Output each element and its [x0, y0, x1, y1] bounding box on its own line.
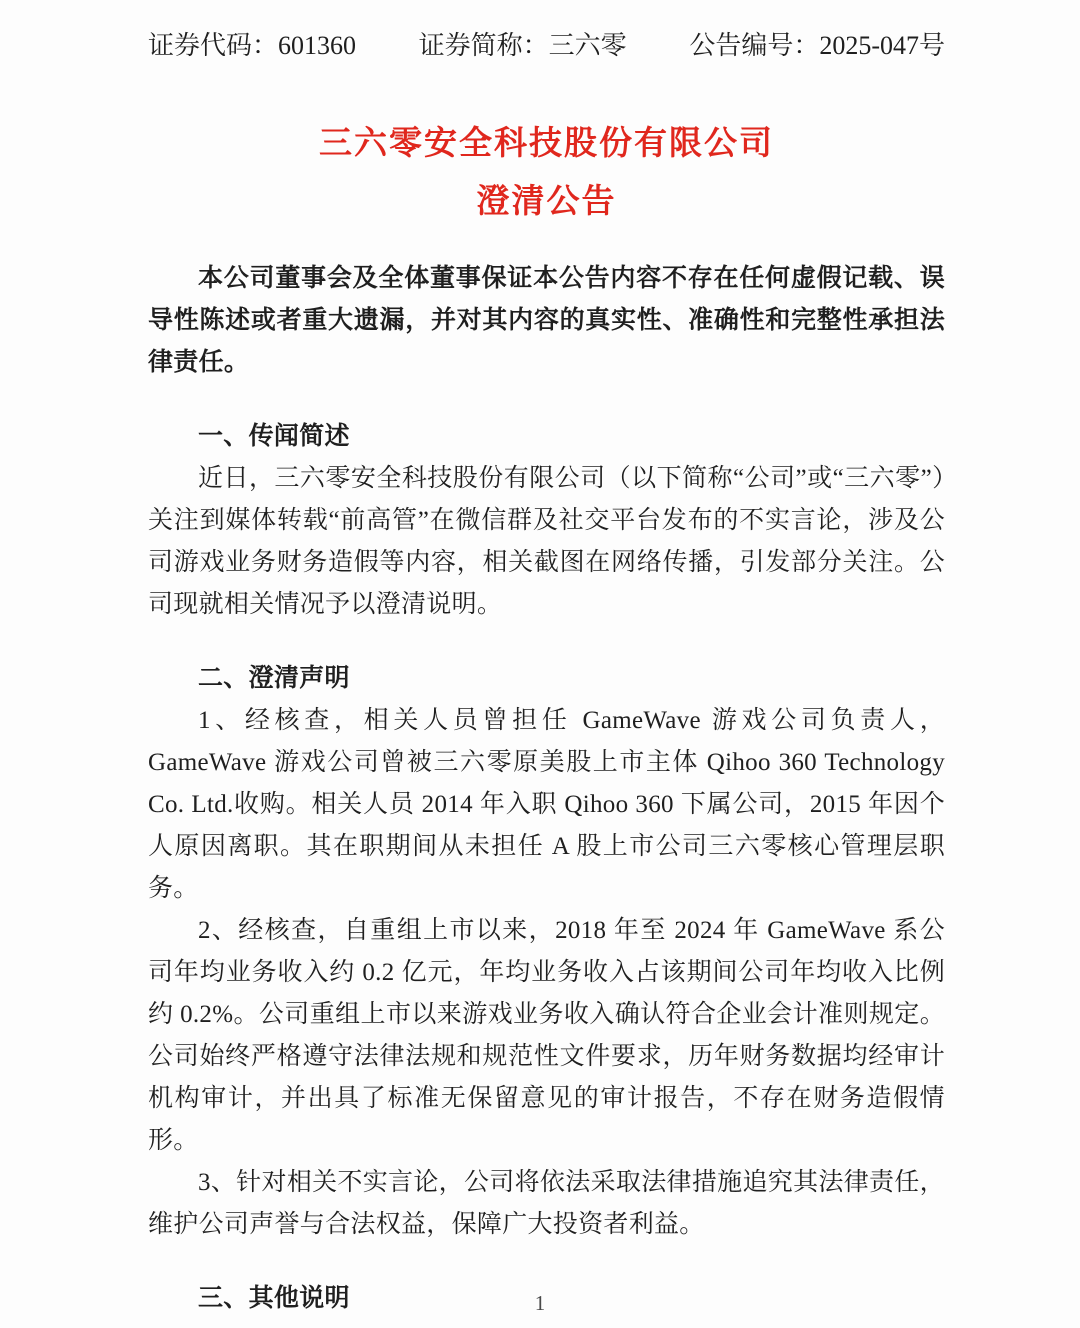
stock-short-name: 证券简称：三六零: [418, 31, 627, 60]
page-number: 1: [534, 1291, 546, 1315]
paragraph-clarification-3: 3、针对相关不实言论，公司将依法采取法律措施追究其法律责任，维护公司声誉与合法权益，保障广大投资者利益。: [148, 1169, 945, 1238]
paragraph-rumor-summary: 近日，三六零安全科技股份有限公司（以下简称“公司”或“三六零”）关注到媒体转载“前高管”在微信群及社交平台发布的不实言论，涉及公司游戏业务财务造假等内容，相关截图在网络传播，引发部分关注。公司现就相关情况予以澄清说明。: [148, 465, 945, 618]
paragraph-clarification-2: 2、经核查，自重组上市以来，2018 年至 2024 年 GameWave 系公司年均业务收入约 0.2 亿元，年均业务收入占该期间公司年均收入比例约 0.2%。公司重组上市以来游戏业务收入确认符合企业会计准则规定。公司始终严格遵守法律法规和规范性文件要求，历年财务数据均经审计机构审计，并出具了标准无保留意见的审计报告，不存在财务造假情形。: [148, 917, 945, 1154]
announcement-type-title: 澄清公告: [476, 184, 617, 220]
document-body: [148, 32, 945, 1320]
stock-code: 证券代码：601360: [148, 31, 357, 60]
company-name-title: 三六零安全科技股份有限公司: [319, 126, 774, 162]
board-declaration: 本公司董事会及全体董事保证本公告内容不存在任何虚假记载、误导性陈述或者重大遗漏，并对其内容的真实性、准确性和完整性承担法律责任。: [148, 265, 945, 376]
section-heading-clarification: 二、澄清声明: [198, 665, 350, 692]
document-header: [148, 32, 945, 60]
paragraph-clarification-1: 1、经核查，相关人员曾担任 GameWave 游戏公司负责人，GameWave 游戏公司曾被三六零原美股上市主体 Qihoo 360 Technology Co. Ltd.收购。相关人员 2014 年入职 Qihoo 360 下属公司，2015 年因个人原因离职。其在职期间从未担任 A 股上市公司三六零核心管理层职务。: [148, 707, 945, 902]
page-footer: [0, 1290, 1080, 1316]
section-heading-rumor-summary: 一、传闻简述: [198, 423, 350, 450]
announcement-number: 公告编号：2025-047号: [689, 31, 945, 60]
section-heading-other-notes: 三、其他说明: [198, 1285, 350, 1312]
